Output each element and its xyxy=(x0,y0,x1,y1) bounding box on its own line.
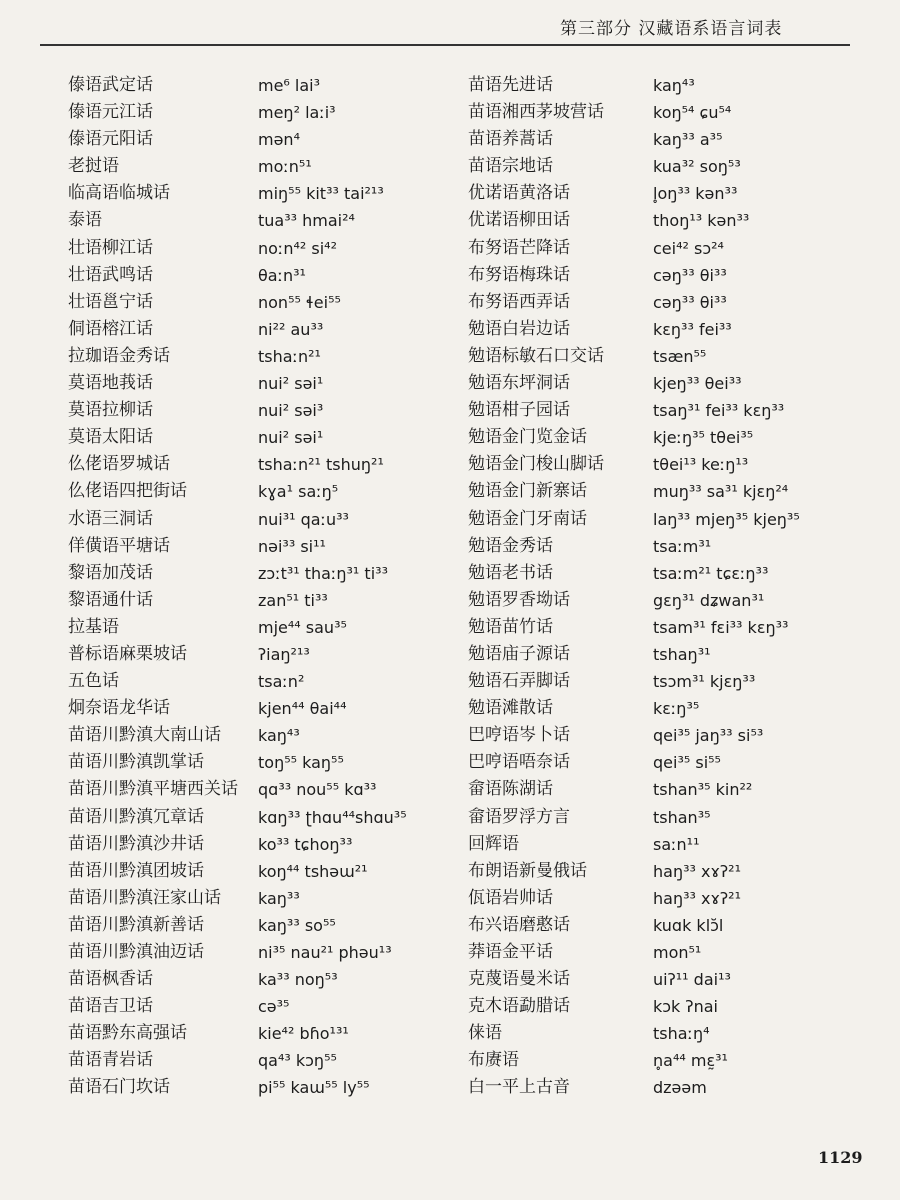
word-form: zɔːt³¹ thaːŋ³¹ ti³³ xyxy=(258,563,388,583)
language-name: 布努语西弄话 xyxy=(468,291,570,312)
word-form: toŋ⁵⁵ kaŋ⁵⁵ xyxy=(258,753,344,773)
word-form: tsæn⁵⁵ xyxy=(653,346,707,366)
word-entry xyxy=(468,207,868,234)
word-entry xyxy=(68,180,448,207)
language-name: 布努语梅珠话 xyxy=(468,264,570,285)
word-form: tshaːn²¹ tshuŋ²¹ xyxy=(258,455,384,475)
language-name: 白一平上古音 xyxy=(468,1077,570,1098)
word-entry xyxy=(68,668,448,695)
language-name: 苗语枫香话 xyxy=(68,969,153,990)
word-entry xyxy=(468,668,868,695)
word-form: n̥a⁴⁴ mɛ̰³¹ xyxy=(653,1051,728,1071)
word-entry xyxy=(468,776,868,803)
language-name: 克木语勐腊话 xyxy=(468,996,570,1017)
language-name: 五色话 xyxy=(68,671,119,692)
language-name: 苗语川黔滇冗章话 xyxy=(68,806,204,827)
language-name: 勉语苗竹话 xyxy=(468,616,553,637)
word-entry xyxy=(468,885,868,912)
word-form: kɛŋ³³ fei³³ xyxy=(653,319,732,339)
word-form: koŋ⁵⁴ ɕu⁵⁴ xyxy=(653,103,732,123)
word-form: kaŋ³³ so⁵⁵ xyxy=(258,915,336,935)
language-name: 苗语湘西茅坡营话 xyxy=(468,102,604,123)
word-entry xyxy=(68,72,448,99)
language-name: 傣语武定话 xyxy=(68,75,153,95)
language-name: 莫语拉柳话 xyxy=(68,400,153,421)
language-name: 仫佬语四把街话 xyxy=(68,481,187,502)
word-entry xyxy=(68,804,448,831)
word-form: tshan³⁵ xyxy=(653,807,711,827)
word-form: cei⁴² sɔ²⁴ xyxy=(653,238,724,258)
language-name: 佤语岩帅话 xyxy=(468,887,553,908)
language-name: 泰语 xyxy=(68,210,102,231)
word-entry xyxy=(68,831,448,858)
word-form: cəŋ³³ θi³³ xyxy=(653,265,727,285)
language-name: 临高语临城话 xyxy=(68,183,170,204)
language-name: 巴哼语岑卜话 xyxy=(468,725,570,746)
word-form: tshaːn²¹ xyxy=(258,346,321,366)
word-form: ni²² au³³ xyxy=(258,319,324,339)
word-form: cəŋ³³ θi³³ xyxy=(653,292,727,312)
word-entry xyxy=(468,262,868,289)
word-entry xyxy=(468,939,868,966)
word-form: kɔk ʔnai xyxy=(653,997,718,1017)
word-entry xyxy=(68,235,448,262)
language-name: 水语三洞话 xyxy=(68,508,153,529)
word-form: qɑ³³ nou⁵⁵ kɑ³³ xyxy=(258,780,377,800)
word-form: non⁵⁵ ɬei⁵⁵ xyxy=(258,292,341,312)
language-name: 布朗语新曼俄话 xyxy=(468,860,587,881)
word-form: tsɔm³¹ kjɛŋ³³ xyxy=(653,672,756,692)
word-form: qa⁴³ kɔŋ⁵⁵ xyxy=(258,1051,337,1071)
word-entry xyxy=(68,722,448,749)
running-header: 第三部分 汉藏语系语言词表 xyxy=(560,19,783,39)
language-name: 壮语武鸣话 xyxy=(68,264,153,285)
word-entry xyxy=(68,776,448,803)
language-name: 勉语滩散话 xyxy=(468,698,553,719)
word-entry xyxy=(468,533,868,560)
word-form: kaŋ⁴³ xyxy=(258,726,300,746)
language-name: 勉语罗香坳话 xyxy=(468,589,570,610)
right-column xyxy=(468,72,868,1102)
word-form: tsaːn² xyxy=(258,672,305,692)
word-entry xyxy=(68,695,448,722)
word-form: qei³⁵ jaŋ³³ si⁵³ xyxy=(653,726,764,746)
word-form: meŋ² laːi³ xyxy=(258,103,336,123)
word-form: thoŋ¹³ kən³³ xyxy=(653,211,750,231)
word-form: kie⁴² bɦo¹³¹ xyxy=(258,1024,349,1044)
word-entry xyxy=(468,749,868,776)
word-entry xyxy=(468,153,868,180)
word-entry xyxy=(68,262,448,289)
word-entry xyxy=(68,451,448,478)
word-entry xyxy=(68,478,448,505)
word-form: kɑŋ³³ ʈhɑu⁴⁴shɑu³⁵ xyxy=(258,807,407,827)
word-entry xyxy=(68,1074,448,1101)
word-form: saːn¹¹ xyxy=(653,834,700,854)
word-entry xyxy=(68,858,448,885)
word-entry xyxy=(468,1047,868,1074)
word-form: qei³⁵ si⁵⁵ xyxy=(653,753,721,773)
word-form: tshaːŋ⁴ xyxy=(653,1024,710,1044)
word-entry xyxy=(68,749,448,776)
language-name: 勉语东坪洞话 xyxy=(468,373,570,394)
word-form: tsaːm²¹ tɕɛːŋ³³ xyxy=(653,563,769,583)
word-entry xyxy=(468,831,868,858)
word-entry xyxy=(468,316,868,343)
word-entry xyxy=(468,99,868,126)
language-name: 苗语先进话 xyxy=(468,75,553,95)
language-name: 勉语白岩边话 xyxy=(468,318,570,339)
word-form: moːn⁵¹ xyxy=(258,157,312,177)
word-entry xyxy=(468,912,868,939)
word-entry xyxy=(468,72,868,99)
word-entry xyxy=(468,1020,868,1047)
language-name: 优诺语黄洛话 xyxy=(468,183,570,204)
language-name: 壮语邕宁话 xyxy=(68,291,153,312)
language-name: 勉语石弄脚话 xyxy=(468,671,570,692)
word-entry xyxy=(68,614,448,641)
word-entry xyxy=(468,695,868,722)
word-form: koŋ⁴⁴ tshəɯ²¹ xyxy=(258,861,368,881)
word-form: kaŋ³³ a³⁵ xyxy=(653,130,723,150)
word-form: kaŋ⁴³ xyxy=(653,76,695,95)
language-name: 苗语川黔滇团坡话 xyxy=(68,860,204,881)
word-entry xyxy=(468,235,868,262)
word-entry xyxy=(468,993,868,1020)
word-entry xyxy=(68,99,448,126)
language-name: 勉语金秀话 xyxy=(468,535,553,556)
word-form: dzəəm xyxy=(653,1078,707,1098)
language-name: 苗语青岩话 xyxy=(68,1050,153,1071)
word-form: tsaːm³¹ xyxy=(653,536,712,556)
word-form: me⁶ lai³ xyxy=(258,76,321,95)
word-form: kjeŋ³³ θei³³ xyxy=(653,374,742,394)
word-entry xyxy=(468,180,868,207)
language-name: 傣语元江话 xyxy=(68,102,153,123)
word-form: ʔiaŋ²¹³ xyxy=(258,644,310,664)
language-name: 莽语金平话 xyxy=(468,942,553,962)
language-name: 苗语石门坎话 xyxy=(68,1077,170,1098)
language-name: 苗语川黔滇凯掌话 xyxy=(68,752,204,773)
language-name: 畲语罗浮方言 xyxy=(468,806,570,827)
word-entry xyxy=(68,993,448,1020)
word-entry xyxy=(68,207,448,234)
word-form: pi⁵⁵ kaɯ⁵⁵ ly⁵⁵ xyxy=(258,1078,370,1098)
language-name: 拉基语 xyxy=(68,616,119,637)
word-entry xyxy=(468,614,868,641)
language-name: 俫语 xyxy=(468,1023,502,1044)
language-name: 苗语川黔滇平塘西关话 xyxy=(68,779,238,800)
word-form: tshan³⁵ kin²² xyxy=(653,780,753,800)
word-form: cə³⁵ xyxy=(258,997,290,1017)
language-name: 优诺语柳田话 xyxy=(468,210,570,231)
language-name: 黎语通什话 xyxy=(68,589,153,610)
word-form: tshaŋ³¹ xyxy=(653,644,711,664)
word-entry xyxy=(468,451,868,478)
word-entry xyxy=(468,966,868,993)
language-name: 勉语标敏石口交话 xyxy=(468,345,604,366)
language-name: 勉语金门牙南话 xyxy=(468,508,587,529)
word-form: ko³³ tɕhoŋ³³ xyxy=(258,834,353,854)
word-entry xyxy=(468,478,868,505)
word-entry xyxy=(68,885,448,912)
language-name: 苗语川黔滇大南山话 xyxy=(68,725,221,746)
left-column xyxy=(68,72,448,1102)
word-form: nui² səi¹ xyxy=(258,428,324,448)
word-form: uiʔ¹¹ dai¹³ xyxy=(653,970,731,990)
word-form: l̥oŋ³³ kən³³ xyxy=(653,184,738,204)
language-name: 苗语吉卫话 xyxy=(68,996,153,1017)
word-entry xyxy=(68,424,448,451)
word-entry xyxy=(468,126,868,153)
word-form: kaŋ³³ xyxy=(258,888,300,908)
word-form: haŋ³³ xɤʔ²¹ xyxy=(653,888,741,908)
word-form: mon⁵¹ xyxy=(653,943,702,962)
word-entry xyxy=(468,506,868,533)
word-entry xyxy=(68,1020,448,1047)
word-entry xyxy=(68,343,448,370)
word-form: nui² səi¹ xyxy=(258,374,324,394)
word-form: nui² səi³ xyxy=(258,401,324,421)
word-entry xyxy=(468,1074,868,1101)
language-name: 布赓语 xyxy=(468,1050,519,1071)
language-name: 仫佬语罗城话 xyxy=(68,454,170,475)
word-entry xyxy=(468,858,868,885)
language-name: 苗语宗地话 xyxy=(468,156,553,177)
language-name: 畲语陈湖话 xyxy=(468,779,553,800)
word-form: tua³³ hmai²⁴ xyxy=(258,211,355,231)
word-entry xyxy=(468,804,868,831)
word-form: haŋ³³ xɤʔ²¹ xyxy=(653,861,741,881)
word-entry xyxy=(468,722,868,749)
word-entry xyxy=(68,966,448,993)
language-name: 侗语榕江话 xyxy=(68,318,153,339)
word-form: laŋ³³ mjeŋ³⁵ kjeŋ³⁵ xyxy=(653,509,800,529)
word-form: kuɑk klɔ̆l xyxy=(653,915,724,935)
word-form: zan⁵¹ ti³³ xyxy=(258,590,328,610)
word-entry xyxy=(68,587,448,614)
word-entry xyxy=(68,153,448,180)
word-entry xyxy=(68,560,448,587)
language-name: 傣语元阳话 xyxy=(68,129,153,150)
word-form: miŋ⁵⁵ kit³³ tai²¹³ xyxy=(258,184,384,204)
word-entry xyxy=(468,370,868,397)
header-rule xyxy=(40,44,850,46)
word-entry xyxy=(468,424,868,451)
language-name: 莫语地莪话 xyxy=(68,373,153,394)
language-name: 勉语柑子园话 xyxy=(468,400,570,421)
word-form: kɛːŋ³⁵ xyxy=(653,699,700,719)
word-form: ni³⁵ nau²¹ phəu¹³ xyxy=(258,943,392,962)
word-form: kjeːŋ³⁵ tθei³⁵ xyxy=(653,428,754,448)
word-entry xyxy=(68,316,448,343)
word-form: nui³¹ qaːu³³ xyxy=(258,509,349,529)
language-name: 勉语金门览金话 xyxy=(468,427,587,448)
language-name: 苗语川黔滇汪家山话 xyxy=(68,887,221,908)
language-name: 勉语老书话 xyxy=(468,562,553,583)
word-form: muŋ³³ sa³¹ kjɛŋ²⁴ xyxy=(653,482,789,502)
page-number: 1129 xyxy=(818,1148,863,1167)
word-form: kua³² soŋ⁵³ xyxy=(653,157,741,177)
word-entry xyxy=(468,560,868,587)
language-name: 勉语金门新寨话 xyxy=(468,481,587,502)
word-entry xyxy=(468,397,868,424)
word-entry xyxy=(68,126,448,153)
word-form: nəi³³ si¹¹ xyxy=(258,536,326,556)
language-name: 巴哼语唔奈话 xyxy=(468,752,570,773)
word-form: mən⁴ xyxy=(258,130,300,150)
language-name: 普标语麻栗坡话 xyxy=(68,643,187,664)
word-form: kɣa¹ saːŋ⁵ xyxy=(258,482,339,502)
word-entry xyxy=(468,289,868,316)
word-form: noːn⁴² si⁴² xyxy=(258,238,337,258)
word-entry xyxy=(68,939,448,966)
language-name: 苗语川黔滇油迈话 xyxy=(68,942,204,962)
word-form: mje⁴⁴ sau³⁵ xyxy=(258,617,347,637)
language-name: 黎语加茂话 xyxy=(68,562,153,583)
word-entry xyxy=(68,912,448,939)
language-name: 老挝语 xyxy=(68,156,119,177)
word-entry xyxy=(468,343,868,370)
language-name: 苗语川黔滇沙井话 xyxy=(68,833,204,854)
language-name: 苗语黔东高强话 xyxy=(68,1023,187,1044)
language-name: 佯僙语平塘话 xyxy=(68,535,170,556)
language-name: 苗语养蒿话 xyxy=(468,129,553,150)
word-entry xyxy=(68,370,448,397)
word-form: gɛŋ³¹ dʑwan³¹ xyxy=(653,590,765,610)
word-form: kjen⁴⁴ θai⁴⁴ xyxy=(258,699,347,719)
word-form: tsam³¹ fɛi³³ kɛŋ³³ xyxy=(653,617,789,637)
language-name: 布兴语磨憨话 xyxy=(468,914,570,935)
language-name: 勉语庙子源话 xyxy=(468,643,570,664)
word-entry xyxy=(468,641,868,668)
language-name: 克蔑语曼米话 xyxy=(468,969,570,990)
language-name: 壮语柳江话 xyxy=(68,237,153,258)
language-name: 勉语金门梭山脚话 xyxy=(468,454,604,475)
language-name: 苗语川黔滇新善话 xyxy=(68,914,204,935)
word-entry xyxy=(68,533,448,560)
language-name: 炯奈语龙华话 xyxy=(68,698,170,719)
word-form: tsaŋ³¹ fei³³ kɛŋ³³ xyxy=(653,401,785,421)
language-name: 莫语太阳话 xyxy=(68,427,153,448)
language-name: 回辉语 xyxy=(468,833,519,854)
word-form: θaːn³¹ xyxy=(258,265,306,285)
language-name: 布努语芒降话 xyxy=(468,237,570,258)
word-entry xyxy=(68,397,448,424)
language-name: 拉珈语金秀话 xyxy=(68,345,170,366)
word-entry xyxy=(68,1047,448,1074)
word-entry xyxy=(468,587,868,614)
word-entry xyxy=(68,641,448,668)
word-form: ka³³ noŋ⁵³ xyxy=(258,970,338,990)
word-form: tθei¹³ keːŋ¹³ xyxy=(653,455,749,475)
word-entry xyxy=(68,289,448,316)
word-entry xyxy=(68,506,448,533)
